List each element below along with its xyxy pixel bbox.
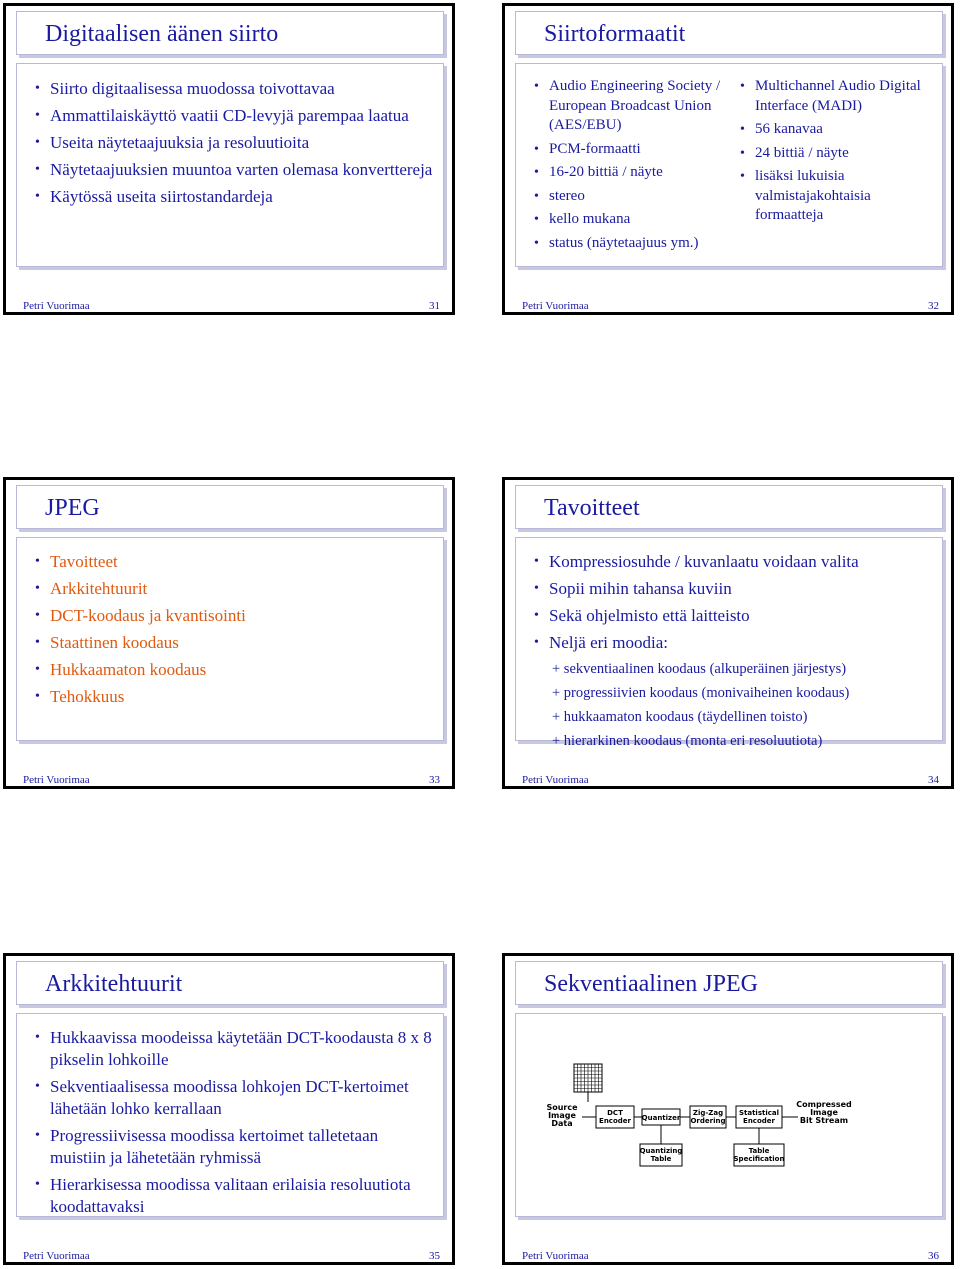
jpeg-encoder-diagram bbox=[516, 1014, 944, 1218]
author-name: Petri Vuorimaa bbox=[23, 774, 90, 786]
bullet-item: • Tavoitteet bbox=[35, 551, 433, 573]
dct-label: DCT bbox=[607, 1109, 623, 1117]
qtable-label: Table bbox=[650, 1155, 672, 1163]
author-name: Petri Vuorimaa bbox=[522, 300, 589, 312]
tspec-label: Table bbox=[748, 1147, 770, 1155]
bullet-item: • Kompressiosuhde / kuvanlaatu voidaan valita bbox=[534, 551, 932, 573]
bullet-item: • Hukkaamaton koodaus bbox=[35, 659, 433, 681]
page-number: 34 bbox=[928, 774, 939, 786]
statistical-label: Statistical bbox=[738, 1109, 780, 1117]
author-name: Petri Vuorimaa bbox=[522, 1250, 589, 1262]
slide-33 bbox=[3, 477, 455, 789]
bullet-list bbox=[534, 551, 932, 659]
bullet-item: • Käytössä useita siirtostandardeja bbox=[35, 186, 433, 208]
bullet-item: • Siirto digitaalisessa muodossa toivottavaa bbox=[35, 78, 433, 100]
bullet-item: • Audio Engineering Society / European Broadcast Union (AES/EBU) bbox=[534, 77, 724, 136]
left-column bbox=[534, 77, 724, 257]
slide-title: Tavoitteet bbox=[544, 495, 640, 521]
bullet-item: • Ammattilaiskäyttö vaatii CD-levyjä parempaa laatua bbox=[35, 105, 433, 127]
output-label: Image bbox=[810, 1108, 838, 1117]
source-label: Data bbox=[551, 1119, 573, 1128]
zigzag-label: Ordering bbox=[690, 1117, 726, 1125]
bullet-item: • DCT-koodaus ja kvantisointi bbox=[35, 605, 433, 627]
slide-title-box bbox=[515, 961, 943, 1005]
slide-title-box bbox=[515, 11, 943, 55]
slide-32 bbox=[502, 3, 954, 315]
output-label: Bit Stream bbox=[799, 1116, 849, 1125]
page-number: 35 bbox=[429, 1250, 440, 1262]
bullet-item: • Hierarkisessa moodissa valitaan erilaisia resoluutiota koodattavaksi bbox=[35, 1174, 433, 1218]
bullet-list bbox=[740, 77, 940, 226]
statistical-label: Encoder bbox=[743, 1117, 775, 1125]
quantizer-label: Quantizer bbox=[641, 1114, 681, 1122]
slide-body bbox=[16, 537, 444, 741]
slide-title: Siirtoformaatit bbox=[544, 21, 686, 47]
bullet-list bbox=[534, 77, 724, 253]
page-number: 32 bbox=[928, 300, 939, 312]
bullet-item: • Tehokkuus bbox=[35, 686, 433, 708]
slide-body bbox=[16, 63, 444, 267]
slide-body bbox=[515, 63, 943, 267]
bullet-item: • status (näytetaajuus ym.) bbox=[534, 234, 724, 254]
bullet-item: • Useita näytetaajuuksia ja resoluutioita bbox=[35, 132, 433, 154]
bullet-item: • Sopii mihin tahansa kuviin bbox=[534, 578, 932, 600]
slide-title-box bbox=[16, 961, 444, 1005]
source-label: Image bbox=[548, 1111, 576, 1120]
page-number: 36 bbox=[928, 1250, 939, 1262]
slide-footer bbox=[522, 300, 939, 312]
page-number: 33 bbox=[429, 774, 440, 786]
bullet-item: • kello mukana bbox=[534, 210, 724, 230]
bullet-item: • Arkkitehtuurit bbox=[35, 578, 433, 600]
source-label: Source bbox=[546, 1103, 578, 1112]
bullet-list bbox=[35, 78, 433, 213]
slide-title: Sekventiaalinen JPEG bbox=[544, 971, 758, 997]
slide-footer bbox=[522, 774, 939, 786]
bullet-list bbox=[35, 551, 433, 713]
slide-31 bbox=[3, 3, 455, 315]
bullet-list bbox=[35, 1027, 433, 1223]
output-label: Compressed bbox=[796, 1100, 852, 1109]
dct-label: Encoder bbox=[599, 1117, 631, 1125]
author-name: Petri Vuorimaa bbox=[23, 300, 90, 312]
bullet-item: • Sekventiaalisessa moodissa lohkojen DCT-kertoimet lähetään lohko kerrallaan bbox=[35, 1076, 433, 1120]
bullet-item: • Hukkaavissa moodeissa käytetään DCT-koodausta 8 x 8 pikselin lohkoille bbox=[35, 1027, 433, 1071]
bullet-item: • lisäksi lukuisia valmistajakohtaisia formaatteja bbox=[740, 167, 940, 226]
slide-footer bbox=[23, 774, 440, 786]
slide-title-box bbox=[16, 11, 444, 55]
mode-item: + progressiivien koodaus (monivaiheinen koodaus) bbox=[552, 685, 850, 701]
bullet-item: • Progressiivisessa moodissa kertoimet talletetaan muistiin ja lähetetään ryhmissä bbox=[35, 1125, 433, 1169]
right-column bbox=[740, 77, 940, 230]
author-name: Petri Vuorimaa bbox=[522, 774, 589, 786]
tspec-label: Specification bbox=[733, 1155, 785, 1163]
slide-body bbox=[16, 1013, 444, 1217]
mode-item: + sekventiaalinen koodaus (alkuperäinen järjestys) bbox=[552, 661, 847, 677]
slide-34 bbox=[502, 477, 954, 789]
bullet-item: • Multichannel Audio Digital Interface (MADI) bbox=[740, 77, 940, 116]
bullet-item: • PCM-formaatti bbox=[534, 140, 724, 160]
author-name: Petri Vuorimaa bbox=[23, 1250, 90, 1262]
slide-title: Digitaalisen äänen siirto bbox=[45, 21, 279, 47]
zigzag-label: Zig-Zag bbox=[692, 1109, 724, 1117]
slide-footer bbox=[23, 300, 440, 312]
slide-36 bbox=[502, 953, 954, 1265]
slide-title-box bbox=[515, 485, 943, 529]
slide-title: Arkkitehtuurit bbox=[45, 971, 183, 997]
slide-body bbox=[515, 1013, 943, 1217]
page-number: 31 bbox=[429, 300, 440, 312]
bullet-item: • 24 bittiä / näyte bbox=[740, 144, 940, 164]
slide-35 bbox=[3, 953, 455, 1265]
bullet-item: • Sekä ohjelmisto että laitteisto bbox=[534, 605, 932, 627]
mode-list bbox=[552, 660, 849, 756]
bullet-item: • Näytetaajuuksien muuntoa varten olemasa konverttereja bbox=[35, 159, 433, 181]
bullet-item: • 16-20 bittiä / näyte bbox=[534, 163, 724, 183]
bullet-item: • Staattinen koodaus bbox=[35, 632, 433, 654]
slide-body bbox=[515, 537, 943, 749]
mode-item: + hukkaamaton koodaus (täydellinen toisto) bbox=[552, 709, 808, 725]
slide-title: JPEG bbox=[45, 495, 100, 521]
bullet-item: • 56 kanavaa bbox=[740, 120, 940, 140]
bullet-item: • Neljä eri moodia: bbox=[534, 632, 932, 654]
mode-item: + hierarkinen koodaus (monta eri resoluutiota) bbox=[552, 733, 823, 749]
bullet-item: • stereo bbox=[534, 187, 724, 207]
slide-title-box bbox=[16, 485, 444, 529]
slide-footer bbox=[23, 1250, 440, 1262]
pixel-grid-icon bbox=[574, 1064, 602, 1102]
qtable-label: Quantizing bbox=[639, 1147, 683, 1155]
slide-footer bbox=[522, 1250, 939, 1262]
